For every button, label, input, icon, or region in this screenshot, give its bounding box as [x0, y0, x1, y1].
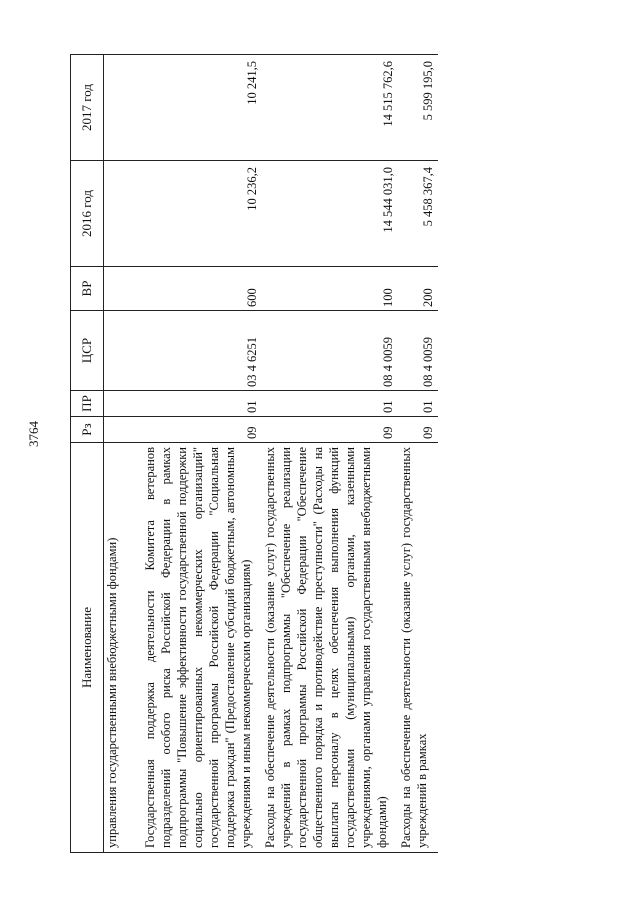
row-2017: 10 241,5 — [142, 55, 262, 161]
row-2016: 5 458 367,4 — [398, 161, 438, 267]
header-name: Наименование — [71, 443, 104, 853]
header-pr: ПР — [71, 391, 104, 417]
row-pr: 01 — [262, 391, 398, 417]
row-csr: 03 4 6251 — [142, 311, 262, 391]
row-2017 — [104, 55, 142, 161]
header-csr: ЦСР — [71, 311, 104, 391]
row-2016: 14 544 031,0 — [262, 161, 398, 267]
row-csr: 08 4 0059 — [398, 311, 438, 391]
row-csr — [104, 311, 142, 391]
row-vr: 600 — [142, 267, 262, 311]
row-name: Расходы на обеспечение деятельности (оказание услуг) государственных учреждений в рамках подпрограммы "Обеспечение реализации государственной программы Российской Федерации "Обеспечение общественного порядка и противодействие преступности" (Расходы на выплаты персоналу в целях обеспечения выполнения функций государственными (муниципальными) органами, казенными учреждениями, органами управления государственными внебюджетными фондами) — [262, 443, 398, 853]
budget-table-rotated — [70, 55, 588, 853]
table-header — [71, 55, 104, 853]
row-rz: 09 — [398, 417, 438, 443]
row-vr — [104, 267, 142, 311]
table-row — [398, 55, 438, 853]
table-row — [104, 55, 142, 853]
row-rz: 09 — [262, 417, 398, 443]
row-name: управления государственными внебюджетными фондами) — [104, 443, 142, 853]
row-name: Государственная поддержка деятельности Комитета ветеранов подразделений особого риска Российской Федерации в рамках подпрограммы "Повышение эффективности государственной поддержки социально ориентированных некоммерческих организаций" государственной программы Российской Федерации "Социальная поддержка граждан" (Предоставление субсидий бюджетным, автономным учреждениям и иным некоммерческим организациям) — [142, 443, 262, 853]
row-2017: 5 599 195,0 — [398, 55, 438, 161]
budget-table — [70, 54, 438, 853]
header-2017: 2017 год — [71, 55, 104, 161]
table-row — [262, 55, 398, 853]
row-vr: 200 — [398, 267, 438, 311]
row-rz: 09 — [142, 417, 262, 443]
row-vr: 100 — [262, 267, 398, 311]
row-pr: 01 — [398, 391, 438, 417]
row-2017: 14 515 762,6 — [262, 55, 398, 161]
page-number: 3764 — [26, 421, 41, 447]
row-pr: 01 — [142, 391, 262, 417]
row-pr — [104, 391, 142, 417]
header-2016: 2016 год — [71, 161, 104, 267]
row-csr: 08 4 0059 — [262, 311, 398, 391]
row-2016 — [104, 161, 142, 267]
header-rz: Рз — [71, 417, 104, 443]
row-2016: 10 236,2 — [142, 161, 262, 267]
table-row — [142, 55, 262, 853]
row-name: Расходы на обеспечение деятельности (оказание услуг) государственных учреждений в рамках — [398, 443, 438, 853]
header-vr: ВР — [71, 267, 104, 311]
row-rz — [104, 417, 142, 443]
